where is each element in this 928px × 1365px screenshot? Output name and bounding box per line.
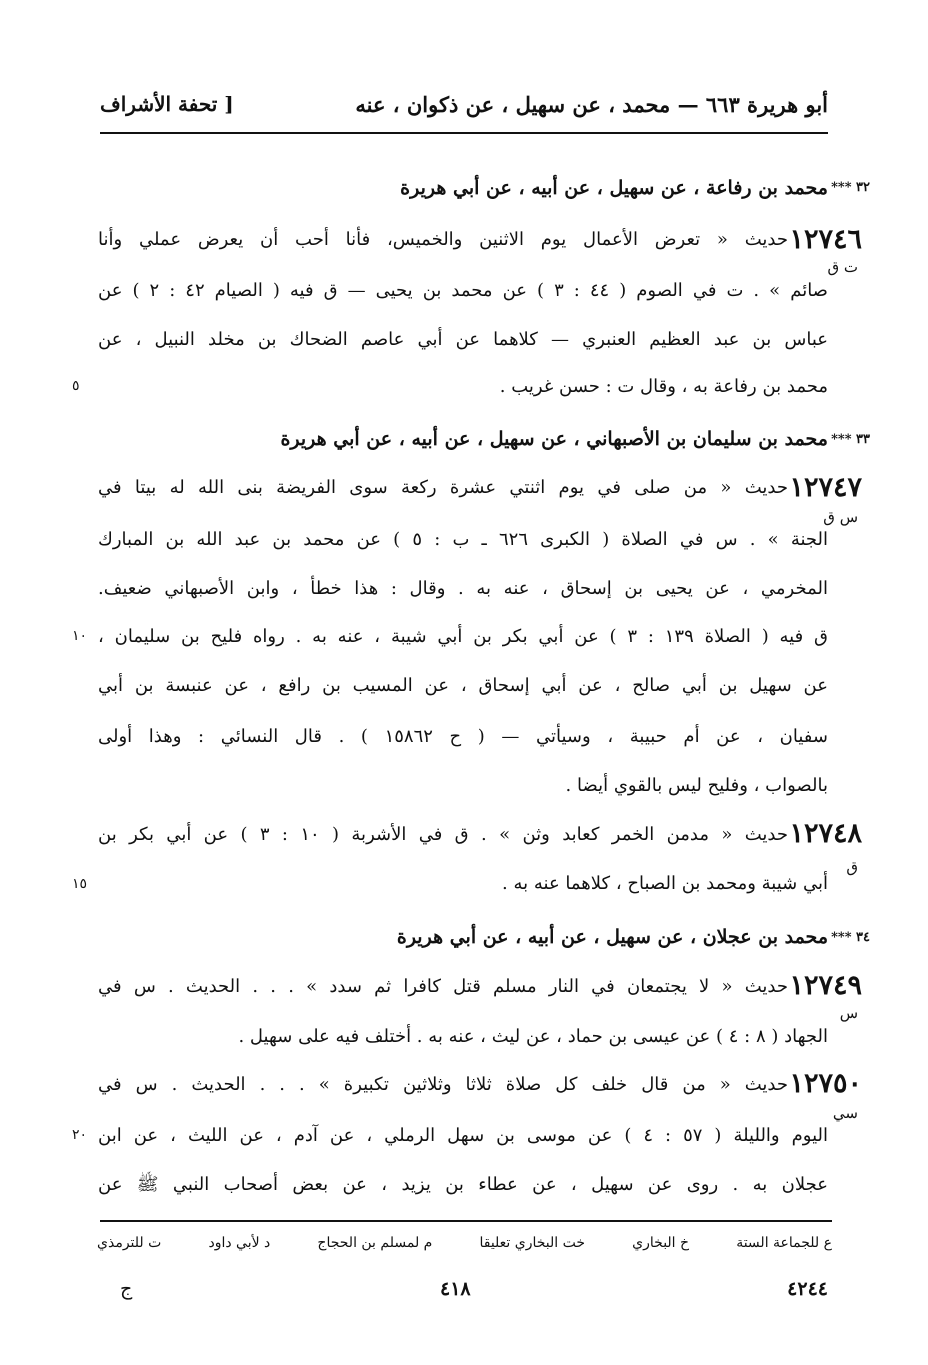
legend-item: د لأبي داود xyxy=(208,1235,271,1251)
section-heading: محمد بن عجلان ، عن سهيل ، عن أبيه ، عن أبي هريرة xyxy=(396,926,828,948)
signature-mark: ج xyxy=(120,1278,133,1300)
hadith-line: الجنة » . س في الصلاة ( الكبرى ٦٢٦ ـ ب : ٥ ) عن محمد بن عبد الله بن المبارك xyxy=(98,529,828,550)
margin-line-number: ١٠ xyxy=(72,628,88,644)
margin-line-number: ١٥ xyxy=(72,876,88,892)
section-number: ٣٤ *** xyxy=(831,930,870,945)
footer-rule xyxy=(100,1220,832,1222)
hadith-number: ١٢٧٤٦ xyxy=(789,224,862,255)
hadith-line: أبي شيبة ومحمد بن الصباح ، كلاهما عنه به . xyxy=(502,873,828,894)
hadith-line: ق فيه ( الصلاة ١٣٩ : ٣ ) عن أبي بكر بن أبي شيبة ، عنه به . رواه فليح بن سليمان ، xyxy=(98,626,828,647)
section-number: ٣٣ *** xyxy=(831,432,870,447)
section-heading: محمد بن رفاعة ، عن سهيل ، عن أبيه ، عن أبي هريرة xyxy=(400,177,828,199)
hadith-number: ١٢٧٥٠ xyxy=(789,1068,862,1099)
hadith-line: الجهاد ( ٨ : ٤ ) عن عيسى بن حماد ، عن ليث ، عنه به . أختلف فيه على سهيل . xyxy=(238,1026,828,1047)
hadith-line: اليوم والليلة ( ٥٧ : ٤ ) عن موسى بن سهل الرملي ، عن آدم ، عن الليث ، عن ابن xyxy=(98,1125,828,1146)
page-number: ٤١٨ xyxy=(440,1278,471,1300)
hadith-number: ١٢٧٤٩ xyxy=(789,970,862,1001)
hadith-line: سفيان ، عن أم حبيبة ، وسيأتي — ( ح ١٥٨٦٢ ) . قال النسائي : وهذا أولى xyxy=(98,726,828,747)
hadith-line: حديث « مدمن الخمر كعابد وثن » . ق في الأشربة ( ١٠ : ٣ ) عن أبي بكر بن xyxy=(98,824,788,845)
legend-item: ع للجماعة الستة xyxy=(736,1235,832,1251)
section-heading: محمد بن سليمان بن الأصبهاني ، عن سهيل ، عن أبيه ، عن أبي هريرة xyxy=(280,428,828,450)
hadith-line: حديث « من صلى في يوم اثنتي عشرة ركعة سوى الفريضة بنى الله له بيتا في xyxy=(98,477,788,498)
legend-item: خ البخاري xyxy=(632,1235,690,1251)
hadith-line: محمد بن رفاعة به ، وقال ت : حسن غريب . xyxy=(499,376,828,397)
margin-line-number: ٥ xyxy=(72,378,80,394)
hadith-line: عن سهيل بن أبي صالح ، عن أبي إسحاق ، عن المسيب بن رافع ، عن عنبسة بن أبي xyxy=(98,675,828,696)
hadith-line: صائم » . ت في الصوم ( ٤٤ : ٣ ) عن محمد بن يحيى — ق فيه ( الصيام ٤٢ : ٢ ) عن xyxy=(98,280,828,301)
hadith-sigla: ق xyxy=(846,858,858,876)
hadith-sigla: سي xyxy=(832,1104,858,1122)
legend-item: خت البخاري تعليقا xyxy=(479,1235,586,1251)
hadith-sigla: س xyxy=(839,1004,858,1022)
hadith-line: حديث « من قال خلف كل صلاة ثلاثا وثلاثين تكبيرة » . . . الحديث . س في xyxy=(98,1074,788,1095)
hadith-sigla: س ق xyxy=(823,508,858,526)
legend-item: ت للترمذي xyxy=(97,1235,162,1251)
hadith-line: حديث « لا يجتمعان في النار مسلم قتل كافرا ثم سدد » . . . الحديث . س في xyxy=(98,976,788,997)
hadith-line: حديث « تعرض الأعمال يوم الاثنين والخميس، فأنا أحب أن يعرض عملي وأنا xyxy=(98,229,788,250)
hadith-line: عباس بن عبد العظيم العنبري — كلاهما عن أبي عاصم الضحاك بن مخلد النبيل ، عن xyxy=(98,329,828,350)
hadith-line: بالصواب ، وفليح ليس بالقوي أيضا . xyxy=(565,775,828,796)
page-header xyxy=(100,88,828,134)
legend-item: م لمسلم بن الحجاج xyxy=(317,1235,433,1251)
margin-line-number: ٢٠ xyxy=(72,1127,88,1143)
hadith-number: ١٢٧٤٨ xyxy=(789,818,862,849)
hadith-sigla: ت ق xyxy=(827,258,858,276)
hadith-number: ١٢٧٤٧ xyxy=(789,472,862,503)
section-number: ٣٢ *** xyxy=(831,180,870,195)
hadith-line: عجلان به . روى عن سهيل ، عن عطاء بن يزيد ، عن بعض أصحاب النبي ﷺ عن xyxy=(98,1174,828,1195)
volume-number: ٤٢٤٤ xyxy=(787,1278,828,1300)
sigla-legend xyxy=(97,1228,832,1258)
hadith-line: المخرمي ، عن يحيى بن إسحاق ، عنه به . وقال : هذا خطأ ، وابن الأصبهاني ضعيف. xyxy=(98,578,828,599)
running-head: أبو هريرة ٦٦٣ — محمد ، عن سهيل ، عن ذكوان ، عنه xyxy=(355,92,828,117)
book-title: [ تحفة الأشراف xyxy=(100,92,234,116)
